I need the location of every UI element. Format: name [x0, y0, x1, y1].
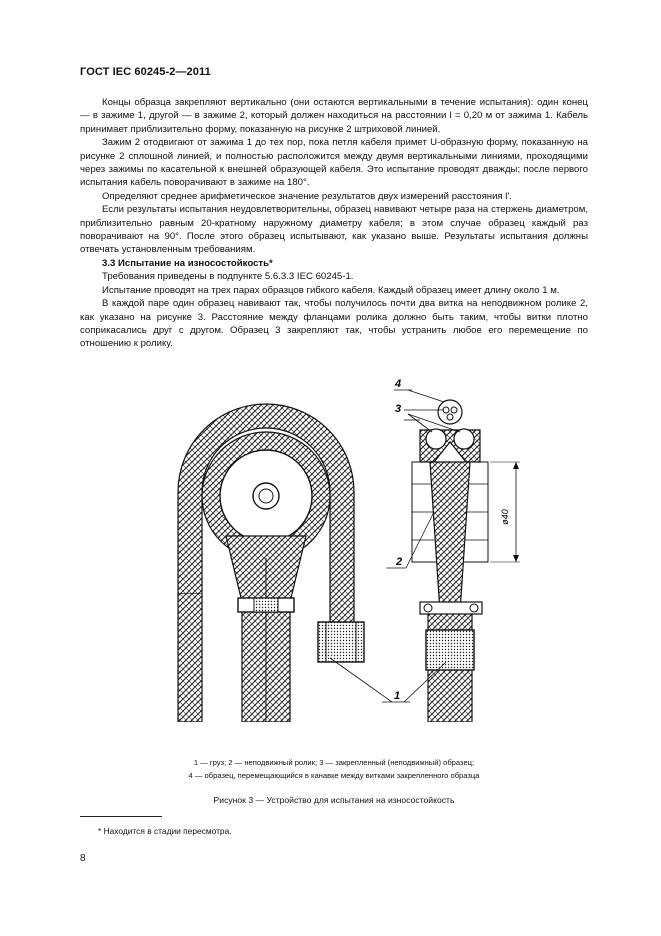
label-1: 1 — [394, 690, 401, 702]
paragraph: Определяют среднее арифметическое значение результатов двух измерений расстояния l'. — [102, 190, 512, 202]
cable-left-end — [178, 594, 202, 722]
label-2: 2 — [396, 556, 403, 568]
footnote: * Находится в стадии пересмотра. — [98, 826, 232, 836]
clamp-screw — [254, 598, 278, 612]
body-text — [80, 96, 588, 351]
paragraph: Испытание проводят на трех парах образцов гибкого кабеля. Каждый образец имеет длину около 1 м. — [102, 284, 560, 296]
fixed-sample-right — [454, 429, 474, 449]
figure-legend-line-1: 1 — груз; 2 — неподвижный ролик; 3 — закрепленный (неподвижный) образец; — [193, 758, 475, 767]
paragraph: Требования приведены в подпункте 5.6.3.3 IEC 60245-1. — [102, 271, 354, 283]
figure-caption: Рисунок 3 — Устройство для испытания на износостойкость — [213, 795, 455, 805]
figure-legend-line-2: 4 — образец, перемещающийся в канавке между витками закрепленного образца — [188, 771, 480, 780]
document-header: ГОСТ IEC 60245-2—2011 — [80, 66, 211, 78]
section-weight — [426, 630, 474, 670]
pulley-section-view — [330, 378, 520, 722]
fixed-sample-left — [426, 429, 446, 449]
weight — [318, 622, 364, 662]
pulley-hub — [259, 489, 273, 503]
paragraph: В каждой паре один образец навивают так, чтобы получилось почти два витка на неподвижном ролике 2, как указано на рисунке 3. Расстояние между фланцами ролика должно быть таким, чтобы витки плотно соприкасались друг с другом. Образец 3 закрепляют так, чтобы устранить любое его перемещение по отношению к ролику. — [80, 298, 588, 350]
pulley-side-view — [178, 404, 364, 722]
paragraph: Зажим 2 отодвигают от зажима 1 до тех пор, пока петля кабеля примет U-образную форму, показанную на рисунке 2 сплошной линией, и полностью расположится между двумя вертикальными линиями, проходящими через зажимы по касательной к внешней образующей кабеля. Это испытание проводят дважды; после первого испытания кабель поворачивают в зажиме на 180°. — [80, 137, 588, 189]
abrasion-test-figure — [150, 372, 550, 722]
dimension-label: ø40 — [500, 509, 510, 525]
label-3: 3 — [395, 403, 402, 415]
section-heading: 3.3 Испытание на износостойкость* — [102, 257, 273, 269]
page-number: 8 — [80, 853, 86, 864]
paragraph: Если результаты испытания неудовлетворительны, образец навивают четыре раза на стержень диаметром, приблизительно равным 20-кратному наружному диаметру кабеля; в этом случае образец каждый раз поворачивают на 90°. После этого образец испытывают, как указано выше. Результаты испытания должны отвечать установленным требованиям. — [80, 204, 588, 256]
label-4: 4 — [395, 378, 402, 390]
footnote-divider — [80, 816, 162, 817]
cable-taper — [430, 462, 470, 612]
paragraph: Концы образца закрепляют вертикально (они остаются вертикальными в течение испытания): один конец — в зажиме 1, другой — в зажиме 2, который должен находиться на расстоянии l = 0,20 м от зажима 1. Кабель принимает приблизительно форму, показанную на рисунке 2 штриховой линией. — [80, 97, 588, 135]
